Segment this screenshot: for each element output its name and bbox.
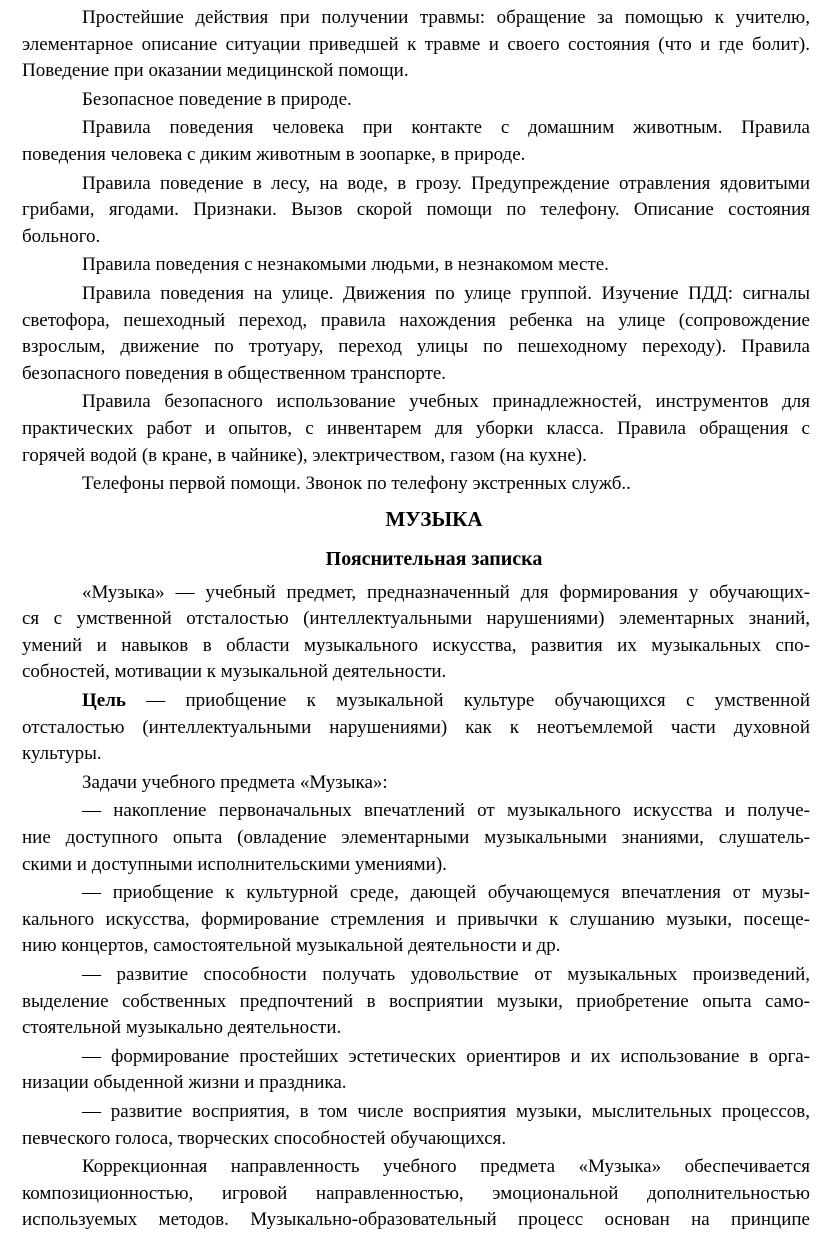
text-line-content	[82, 962, 810, 989]
paragraph	[22, 880, 810, 960]
text-line-content	[22, 1015, 341, 1042]
paragraph	[22, 281, 810, 387]
paragraph	[22, 798, 810, 878]
text-line-content	[22, 1070, 347, 1097]
text-line	[22, 825, 810, 852]
line-text: кального искусства, формирование стремления и привычки к слушанию музыки, посеще-	[22, 908, 810, 930]
text-line	[22, 416, 810, 443]
paragraph	[22, 252, 810, 279]
line-text: — накопление первоначальных впечатлений от музыкального искусства и получе-	[82, 800, 810, 822]
paragraph	[22, 1154, 810, 1234]
line-text: Правила безопасного использование учебных принадлежностей, инструментов для	[82, 391, 810, 413]
line-text: собностей, мотивации к музыкальной деятельности.	[22, 661, 447, 683]
line-text: композиционностью, игровой направленностью, эмоциональной дополнительностью	[22, 1182, 810, 1204]
line-text: элементарное описание ситуации приведшей к травме и своего состояния (что и где болит).	[22, 33, 810, 55]
text-line-content	[82, 5, 810, 32]
text-line	[22, 171, 810, 198]
line-text: «Музыка» — учебный предмет, предназначенный для формирования у обучающих-	[82, 581, 810, 603]
line-text: нию концертов, самостоятельной музыкальной деятельности и др.	[22, 935, 561, 957]
text-line	[22, 580, 810, 607]
text-line	[22, 715, 810, 742]
text-line	[22, 1154, 810, 1181]
text-line	[22, 361, 810, 388]
text-line	[22, 308, 810, 335]
text-line-content	[22, 32, 810, 59]
line-text: умений и навыков в области музыкального искусства, развития их музыкальных спо-	[22, 634, 810, 656]
paragraph	[22, 5, 810, 85]
text-line-content	[82, 580, 810, 607]
line-text: грибами, ягодами. Признаки. Вызов скорой помощи по телефону. Описание состояния	[22, 199, 810, 221]
text-line	[22, 5, 810, 32]
line-text: — формирование простейших эстетических ориентиров и их использование в орга-	[82, 1045, 810, 1067]
paragraph	[22, 171, 810, 251]
text-line-content	[82, 281, 810, 308]
line-text: Простейшие действия при получении травмы: обращение за помощью к учителю,	[82, 7, 810, 28]
line-text: используемых методов. Музыкально-образовательный процесс основан на принципе	[22, 1209, 810, 1231]
text-line-content	[22, 741, 102, 768]
bold-lead-term: Цель	[82, 690, 126, 712]
text-line-content	[22, 606, 810, 633]
line-text: культуры.	[22, 743, 102, 765]
line-text: Телефоны первой помощи. Звонок по телефону экстренных служб..	[82, 473, 631, 495]
line-text: Правила поведения на улице. Движения по улице группой. Изучение ПДД: сигналы	[82, 282, 810, 304]
text-line	[22, 798, 810, 825]
line-text: скими и доступными исполнительскими умениями).	[22, 853, 447, 875]
line-text: горячей водой (в кране, в чайнике), электричеством, газом (на кухне).	[22, 444, 587, 466]
line-text: Безопасное поведение в природе.	[82, 88, 352, 110]
text-line	[22, 1070, 810, 1097]
text-line-content	[82, 252, 609, 279]
text-line-content	[22, 224, 100, 251]
line-text: Задачи учебного предмета «Музыка»:	[82, 771, 388, 793]
paragraph	[22, 580, 810, 686]
section-subtitle: Пояснительная записка	[325, 547, 543, 570]
text-line-content	[22, 58, 409, 85]
text-line	[22, 770, 810, 797]
line-text: низации обыденной жизни и праздника.	[22, 1072, 347, 1094]
line-text: Коррекционная направленность учебного предмета «Музыка» обеспечивается	[82, 1156, 810, 1178]
text-line-content	[22, 142, 525, 169]
text-line	[22, 224, 810, 251]
paragraph	[22, 471, 810, 498]
line-text: взрослым, движение по тротуару, переход улицы по пешеходному переходу). Правила	[22, 336, 810, 358]
line-text: больного.	[22, 225, 101, 247]
text-line	[22, 58, 810, 85]
text-line-content	[82, 798, 810, 825]
line-text: светофора, пешеходный переход, правила нахождения ребенка на улице (сопровождение	[22, 309, 810, 331]
text-line	[22, 933, 810, 960]
text-line	[22, 443, 810, 470]
text-line-content	[22, 989, 810, 1016]
text-line-content	[22, 334, 810, 361]
text-line-content	[82, 880, 810, 907]
line-text: Поведение при оказании медицинской помощи.	[22, 60, 409, 82]
text-line-content	[22, 1126, 506, 1153]
line-text: безопасного поведения в общественном транспорте.	[22, 362, 447, 384]
text-line-content	[22, 443, 587, 470]
text-line-content	[22, 361, 446, 388]
text-line	[22, 1181, 810, 1208]
paragraph	[22, 770, 810, 797]
text-line	[22, 1015, 810, 1042]
paragraph	[22, 1044, 810, 1097]
paragraph	[22, 389, 810, 469]
text-line-content	[82, 389, 810, 416]
line-text: практических работ и опытов, с инвентарем для уборки класса. Правила обращения с	[22, 417, 810, 439]
text-line-content	[22, 825, 810, 852]
text-line-content	[82, 770, 388, 797]
text-line-content	[82, 471, 631, 498]
line-text: ся с умственной отсталостью (интеллектуальными нарушениями) элементарных знаний,	[22, 608, 810, 630]
line-text: ние доступного опыта (овладение элементарными музыкальными знаниями, слушатель-	[22, 827, 810, 849]
text-line-content	[82, 115, 810, 142]
paragraph	[22, 87, 810, 114]
text-line	[22, 87, 810, 114]
text-line-content	[82, 1154, 810, 1181]
line-text: — развитие восприятия, в том числе восприятия музыки, мыслительных процессов,	[82, 1100, 810, 1122]
text-line	[22, 1126, 810, 1153]
line-text: Правила поведения человека при контакте с домашним животным. Правила	[82, 117, 810, 139]
line-text: отсталостью (интеллектуальными нарушениями) как к неотъемлемой части духовной	[22, 716, 810, 738]
text-line-content	[22, 416, 810, 443]
text-line-content	[22, 659, 446, 686]
text-line	[22, 142, 810, 169]
line-text: — приобщение к музыкальной культуре обучающихся с умственной	[125, 690, 810, 712]
text-line	[22, 281, 810, 308]
text-line	[22, 115, 810, 142]
text-line	[22, 334, 810, 361]
text-line-content	[22, 907, 810, 934]
line-text: стоятельной музыкально деятельности.	[22, 1017, 342, 1039]
paragraph	[22, 688, 810, 768]
text-line	[22, 852, 810, 879]
text-line	[22, 659, 810, 686]
line-text: певческого голоса, творческих способностей обучающихся.	[22, 1127, 507, 1149]
section-title: МУЗЫКА	[385, 506, 483, 531]
paragraph	[22, 962, 810, 1042]
text-line	[22, 1099, 810, 1126]
text-line	[22, 962, 810, 989]
text-line	[22, 1207, 810, 1234]
text-line	[22, 1044, 810, 1071]
line-text: выделение собственных предпочтений в восприятии музыки, приобретение опыта само-	[22, 990, 810, 1012]
text-line	[22, 606, 810, 633]
text-line	[22, 688, 810, 715]
text-line	[22, 32, 810, 59]
paragraph	[22, 1099, 810, 1152]
text-line-content	[22, 852, 447, 879]
text-line-content	[82, 688, 810, 715]
text-line	[22, 633, 810, 660]
line-text: — приобщение к культурной среде, дающей обучающемуся впечатления от музы-	[82, 882, 810, 904]
line-text: поведения человека с диким животным в зоопарке, в природе.	[22, 143, 526, 165]
line-text: Правила поведения с незнакомыми людьми, в незнакомом месте.	[82, 254, 609, 276]
paragraph	[22, 115, 810, 168]
text-line	[22, 471, 810, 498]
text-line-content	[22, 633, 810, 660]
text-line-content	[22, 715, 810, 742]
text-line-content	[22, 933, 560, 960]
text-line	[22, 252, 810, 279]
text-line	[22, 989, 810, 1016]
text-line-content	[22, 197, 810, 224]
text-line-content	[22, 1207, 810, 1234]
text-line-content	[22, 308, 810, 335]
line-text: Правила поведение в лесу, на воде, в грозу. Предупреждение отравления ядовитыми	[82, 172, 810, 194]
text-line-content	[82, 1099, 810, 1126]
line-text: — развитие способности получать удовольствие от музыкальных произведений,	[82, 964, 810, 985]
text-line	[22, 880, 810, 907]
text-line-content	[82, 1044, 810, 1071]
text-line-content	[82, 171, 810, 198]
text-line	[22, 389, 810, 416]
text-line-content	[22, 1181, 810, 1208]
text-line	[22, 741, 810, 768]
text-line	[22, 197, 810, 224]
text-line	[22, 907, 810, 934]
text-line-content	[82, 87, 352, 114]
